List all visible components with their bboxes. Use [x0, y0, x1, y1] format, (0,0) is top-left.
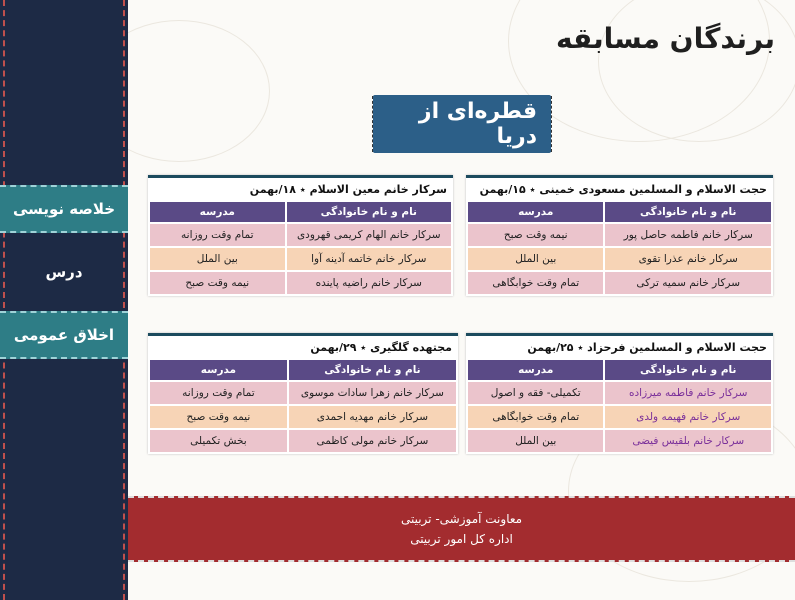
card-header: حجت الاسلام و المسلمین مسعودی خمینی ٭ ۱۵/بهمن [466, 175, 773, 200]
table-row [468, 382, 771, 404]
column-header-name: نام و نام خانوادگی [287, 202, 451, 222]
winner-school: نیمه وقت صبح [150, 406, 287, 428]
winners-table [466, 200, 773, 296]
column-header-school: مدرسه [150, 360, 287, 380]
winner-name: سرکار خانم سمیه ترکی [605, 272, 771, 294]
winners-table [466, 358, 773, 454]
winner-school: تکمیلی- فقه و اصول [468, 382, 603, 404]
winner-school: نیمه وقت صبح [468, 224, 603, 246]
winners-table [148, 200, 453, 296]
table-row [468, 406, 771, 428]
main-content [128, 0, 795, 600]
table-header-row [150, 202, 451, 222]
winners-card [148, 175, 453, 296]
sidebar-item-label: خلاصه نویسی [12, 200, 116, 218]
column-header-school: مدرسه [468, 360, 603, 380]
table-row [150, 430, 456, 452]
column-header-school: مدرسه [468, 202, 603, 222]
column-header-name: نام و نام خانوادگی [289, 360, 456, 380]
winner-school: نیمه وقت صبح [150, 272, 285, 294]
winner-name: سرکار خانم فهیمه ولدی [605, 406, 771, 428]
logo: قطره‌ای از دریا [373, 95, 551, 153]
winner-name: سرکار خانم الهام کریمی قهرودی [287, 224, 451, 246]
background-ornament [128, 20, 270, 162]
footer-line-deputy: معاونت آموزشی- تربیتی [400, 512, 523, 526]
winner-school: بین الملل [150, 248, 285, 270]
winner-name: سرکار خانم فاطمه حاصل پور [605, 224, 771, 246]
table-row [150, 224, 451, 246]
winner-name: سرکار خانم راضیه پاینده [287, 272, 451, 294]
column-header-name: نام و نام خانوادگی [605, 202, 771, 222]
winner-school: بین الملل [468, 248, 603, 270]
column-header-school: مدرسه [150, 202, 285, 222]
table-row [468, 272, 771, 294]
winner-school: تمام وقت خوابگاهی [468, 406, 603, 428]
sidebar-dashed-border-right [123, 0, 125, 600]
table-header-row [468, 202, 771, 222]
sidebar-item-summary-writing[interactable] [0, 185, 128, 233]
winner-name: سرکار خانم خاتمه آدینه آوا [287, 248, 451, 270]
sidebar-dashed-border-left [3, 0, 5, 600]
card-header: سرکار خانم معین الاسلام ٭ ۱۸/بهمن [148, 175, 453, 200]
table-row [468, 248, 771, 270]
card-header: مجتهده گلگیری ٭ ۲۹/بهمن [148, 333, 458, 358]
footer-line-department: اداره کل امور تربیتی [410, 532, 513, 546]
table-row [150, 382, 456, 404]
winner-name: سرکار خانم بلقیس فیضی [605, 430, 771, 452]
winners-table [148, 358, 458, 454]
sidebar-item-public-ethics[interactable] [0, 311, 128, 359]
card-header: حجت الاسلام و المسلمین فرحزاد ٭ ۲۵/بهمن [466, 333, 773, 358]
winner-name: سرکار خانم زهرا سادات موسوی [289, 382, 456, 404]
column-header-name: نام و نام خانوادگی [605, 360, 771, 380]
sidebar-item-label: اخلاق عمومی [13, 326, 115, 344]
winner-school: تمام وقت خوابگاهی [468, 272, 603, 294]
table-row [150, 272, 451, 294]
winners-card [466, 175, 773, 296]
table-row [468, 224, 771, 246]
table-header-row [468, 360, 771, 380]
winners-card [466, 333, 773, 454]
winner-name: سرکار خانم مولی کاظمی [289, 430, 456, 452]
table-row [150, 248, 451, 270]
winner-name: سرکار خانم فاطمه میرزاده [605, 382, 771, 404]
winner-name: سرکار خانم مهدیه احمدی [289, 406, 456, 428]
winner-school: بخش تکمیلی [150, 430, 287, 452]
winner-school: تمام وقت روزانه [150, 224, 285, 246]
winner-school: تمام وقت روزانه [150, 382, 287, 404]
table-header-row [150, 360, 456, 380]
winner-school: بین الملل [468, 430, 603, 452]
footer-banner [128, 496, 795, 562]
table-row [468, 430, 771, 452]
sidebar-item-lesson[interactable] [0, 248, 128, 296]
sidebar [0, 0, 128, 600]
winners-card [148, 333, 458, 454]
page-title: برندگان مسابقه [555, 22, 775, 55]
logo-frame [372, 96, 552, 152]
table-row [150, 406, 456, 428]
sidebar-item-label: درس [45, 263, 83, 281]
winner-name: سرکار خانم عذرا تقوی [605, 248, 771, 270]
